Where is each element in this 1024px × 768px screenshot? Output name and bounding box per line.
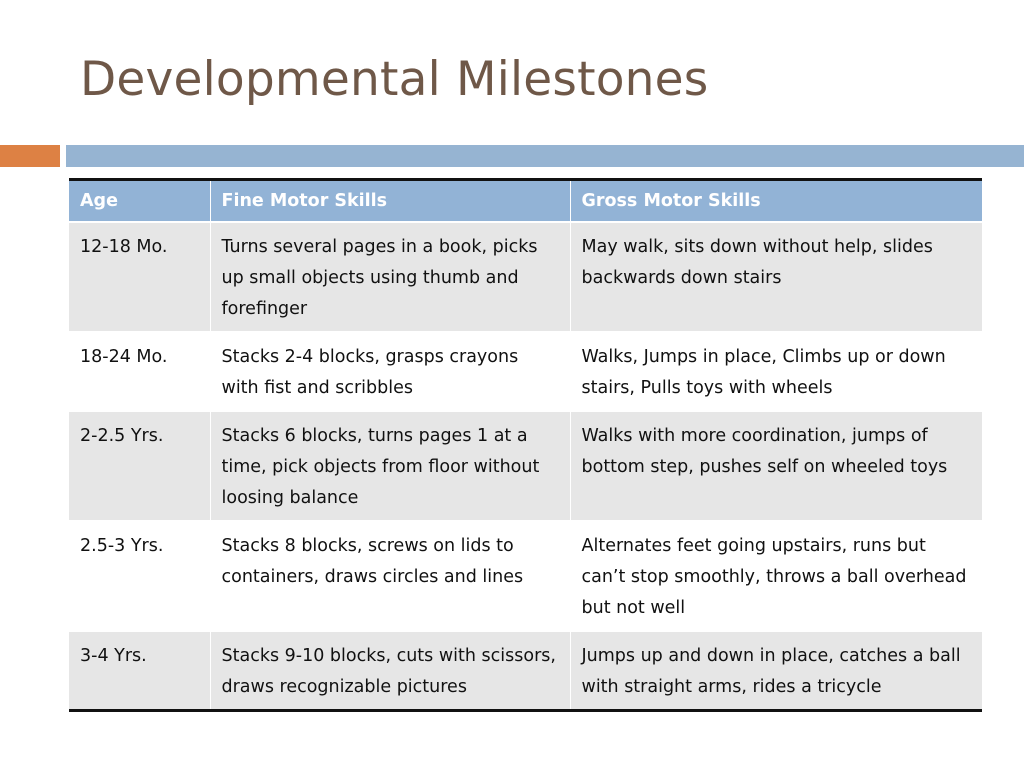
header-age: Age (69, 180, 210, 223)
cell-fine-motor: Stacks 6 blocks, turns pages 1 at a time, pick objects from floor without loosing balance (210, 411, 570, 521)
cell-age: 18-24 Mo. (69, 332, 210, 411)
table-header-row (69, 180, 982, 223)
cell-fine-motor: Stacks 8 blocks, screws on lids to containers, draws circles and lines (210, 521, 570, 631)
cell-fine-motor: Stacks 9-10 blocks, cuts with scissors, draws recognizable pictures (210, 631, 570, 711)
cell-gross-motor: Walks, Jumps in place, Climbs up or down stairs, Pulls toys with wheels (570, 332, 982, 411)
table-row (69, 332, 982, 411)
cell-age: 3-4 Yrs. (69, 631, 210, 711)
slide-title: Developmental Milestones (80, 52, 709, 107)
cell-fine-motor: Stacks 2-4 blocks, grasps crayons with fist and scribbles (210, 332, 570, 411)
cell-gross-motor: Jumps up and down in place, catches a ball with straight arms, rides a tricycle (570, 631, 982, 711)
cell-gross-motor: Alternates feet going upstairs, runs but can’t stop smoothly, throws a ball overhead but not well (570, 521, 982, 631)
table-row (69, 521, 982, 631)
table-row (69, 411, 982, 521)
cell-gross-motor: Walks with more coordination, jumps of bottom step, pushes self on wheeled toys (570, 411, 982, 521)
cell-fine-motor: Turns several pages in a book, picks up small objects using thumb and forefinger (210, 222, 570, 332)
header-gross-motor: Gross Motor Skills (570, 180, 982, 223)
table-row (69, 631, 982, 711)
table-row (69, 222, 982, 332)
milestones-table (69, 178, 982, 712)
accent-bar-orange (0, 145, 60, 167)
cell-gross-motor: May walk, sits down without help, slides backwards down stairs (570, 222, 982, 332)
cell-age: 12-18 Mo. (69, 222, 210, 332)
cell-age: 2-2.5 Yrs. (69, 411, 210, 521)
accent-bar-blue (66, 145, 1024, 167)
header-fine-motor: Fine Motor Skills (210, 180, 570, 223)
cell-age: 2.5-3 Yrs. (69, 521, 210, 631)
